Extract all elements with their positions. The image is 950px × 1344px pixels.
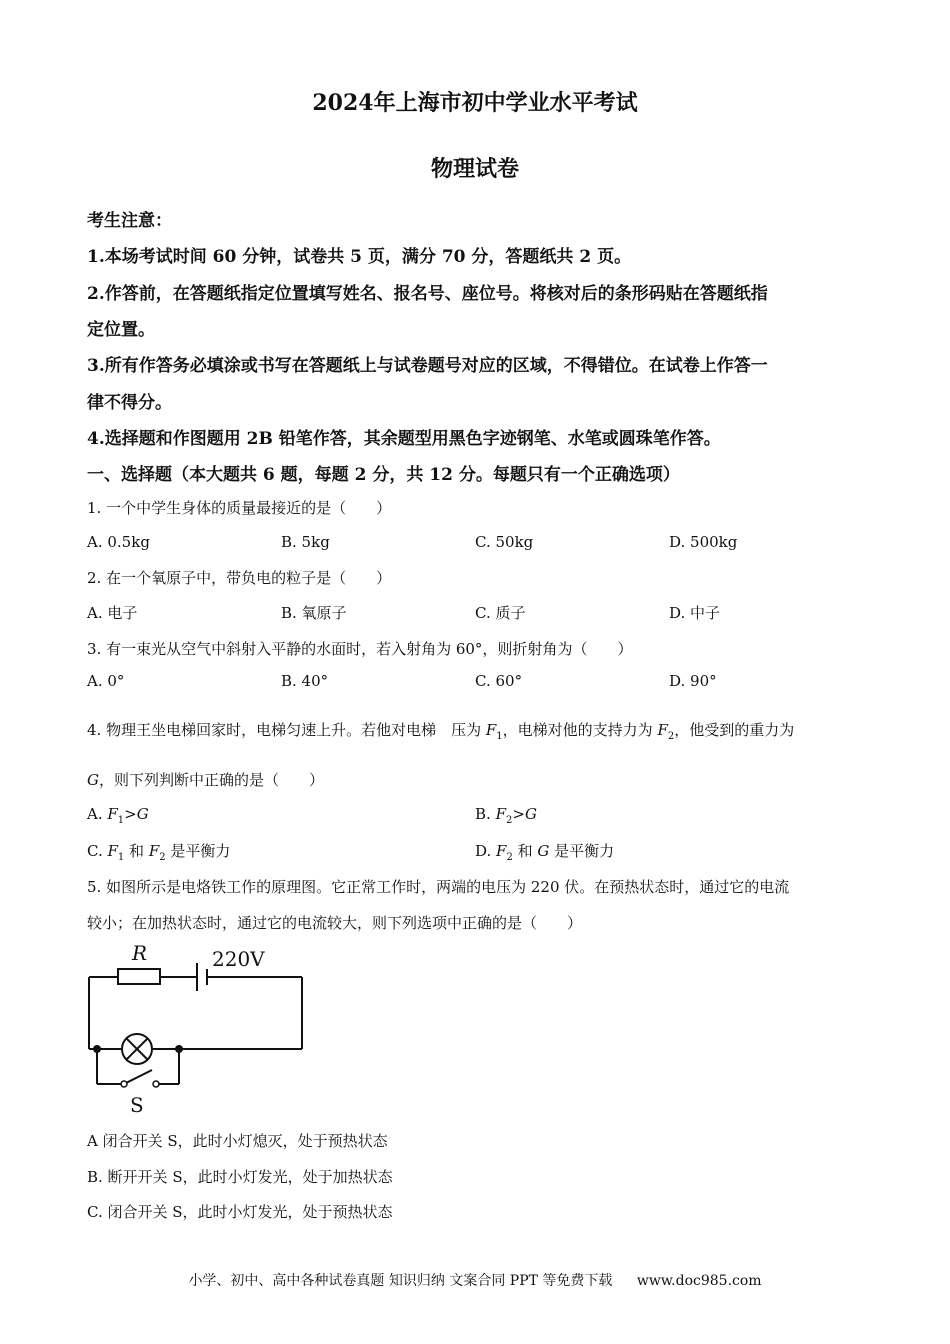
question-stem: 1. 一个中学生身体的质量最接近的是（ ） [87, 499, 392, 517]
resistor [118, 969, 160, 984]
switch-contact [153, 1081, 159, 1087]
question-stem-line: 较小；在加热状态时，通过它的电流较大，则下列选项中正确的是（ ） [87, 914, 583, 932]
question-stem: 2. 在一个氧原子中，带负电的粒子是（ ） [87, 569, 392, 587]
option-a: A. $F_1>G$ [87, 805, 149, 826]
page-footer [0, 1270, 950, 1290]
question-stem-line: G，则下列判断中正确的是（ ） [87, 771, 324, 789]
notice-item: 律不得分。 [87, 393, 172, 413]
option-c: C. 50kg [475, 533, 534, 551]
option-b: B. $F_2>G$ [475, 805, 537, 826]
option-b: B. 40° [281, 672, 329, 690]
option-d: D. 中子 [669, 604, 721, 622]
option-c: C. $F_1$ 和 $F_2$ 是平衡力 [87, 842, 231, 863]
option-b: B. 断开开关 S，此时小灯发光，处于加热状态 [87, 1168, 393, 1186]
option-c: C. 60° [475, 672, 523, 690]
option-c: C. 质子 [475, 604, 526, 622]
question-stem-line: 5. 如图所示是电烙铁工作的原理图。它正常工作时，两端的电压为 220 伏。在预热状态时，通过它的电流 [87, 878, 790, 896]
switch-label: S [130, 1093, 144, 1117]
option-d: D. 500kg [669, 533, 738, 551]
option-d: D. 90° [669, 672, 717, 690]
exam-title: 2024年上海市初中学业水平考试 [312, 90, 638, 116]
option-d: D. $F_2$ 和 G 是平衡力 [475, 842, 615, 863]
footer-text: 小学、初中、高中各种试卷真题 知识归纳 文案合同 PPT 等免费下载 [188, 1273, 613, 1289]
question-stem: 3. 有一束光从空气中斜射入平静的水面时，若入射角为 60°，则折射角为（ ） [87, 640, 633, 658]
option-b: B. 氧原子 [281, 604, 347, 622]
notice-item: 3.所有作答务必填涂或书写在答题纸上与试卷题号对应的区域，不得错位。在试卷上作答一 [87, 356, 768, 376]
notice-item: 2.作答前，在答题纸指定位置填写姓名、报名号、座位号。将核对后的条形码贴在答题纸指 [87, 284, 768, 304]
footer-link[interactable]: www.doc985.com [636, 1273, 762, 1289]
notice-item: 4.选择题和作图题用 2B 铅笔作答，其余题型用黑色字迹钢笔、水笔或圆珠笔作答。 [87, 429, 721, 449]
option-b: B. 5kg [281, 533, 330, 551]
exam-subtitle: 物理试卷 [430, 156, 519, 182]
resistor-label: R [132, 941, 148, 965]
option-a: A. 0° [87, 672, 125, 690]
notice-item: 1.本场考试时间 60 分钟，试卷共 5 页，满分 70 分，答题纸共 2 页。 [87, 247, 632, 267]
section-heading: 一、选择题（本大题共 6 题，每题 2 分，共 12 分。每题只有一个正确选项） [87, 465, 680, 485]
option-c: C. 闭合开关 S，此时小灯发光，处于预热状态 [87, 1203, 393, 1221]
notice-item: 定位置。 [87, 320, 155, 340]
question-stem-line: 4. 物理王坐电梯回家时，电梯匀速上升。若他对电梯 压为 $F_1$，电梯对他的支持力为 $F_2$，他受到的重力为 [87, 721, 795, 742]
option-a: A. 0.5kg [87, 533, 150, 551]
switch-contact [121, 1081, 127, 1087]
switch-blade [124, 1070, 152, 1084]
junction-dot [93, 1045, 101, 1053]
junction-dot [175, 1045, 183, 1053]
voltage-label: 220V [212, 947, 265, 971]
option-a: A. 电子 [87, 604, 138, 622]
option-a: A 闭合开关 S，此时小灯熄灭，处于预热状态 [87, 1132, 388, 1150]
circuit-diagram [80, 938, 320, 1118]
notice-heading: 考生注意： [87, 211, 172, 231]
